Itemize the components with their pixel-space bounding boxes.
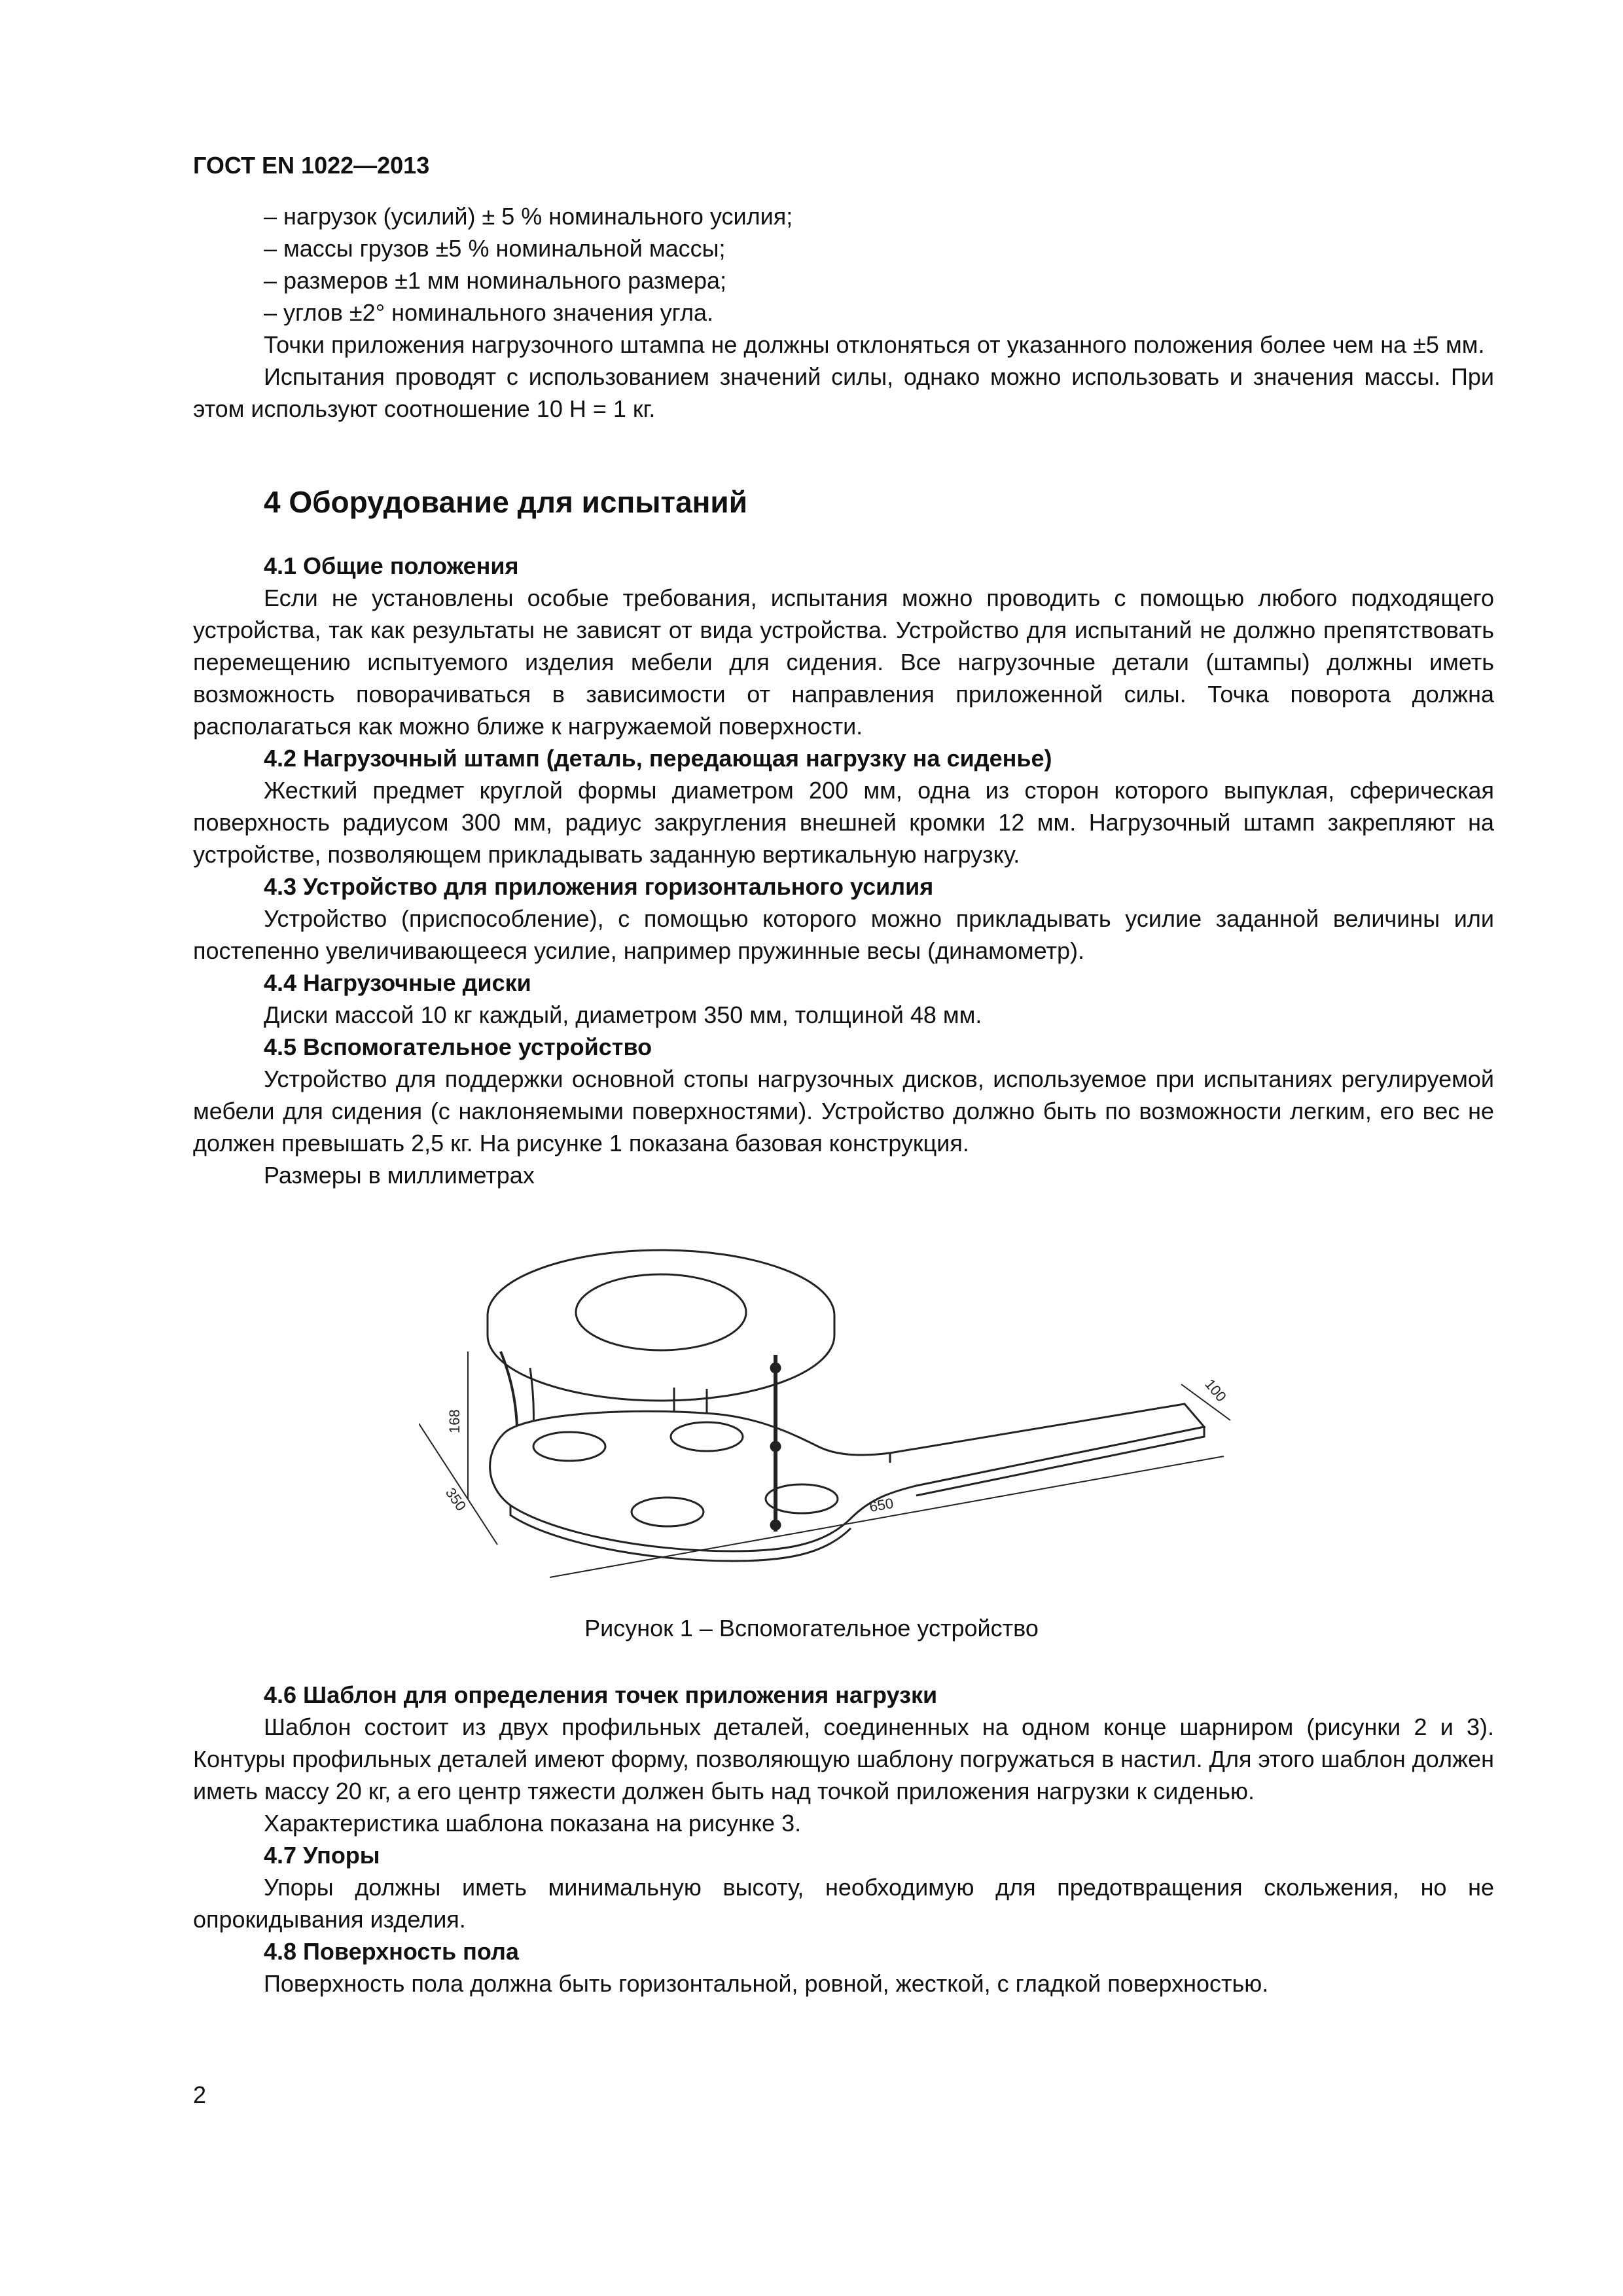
section-body-continued [193, 1679, 1494, 2000]
subsection-title: 4.3 Устройство для приложения горизонтального усилия [264, 873, 934, 900]
section-title: 4 Оборудование для испытаний [264, 485, 747, 519]
paragraph: Жесткий предмет круглой формы диаметром 200 мм, одна из сторон которого выпуклая, сферическая поверхность радиусом 300 мм, радиус закругления внешней кромки 12 мм. Нагрузочный штамп закрепляют на устройстве, позволяющем прикладывать заданную вертикальную нагрузку. [193, 777, 1494, 868]
subsection-title: 4.2 Нагрузочный штамп (деталь, передающая нагрузку на сиденье) [264, 745, 1052, 772]
page-number: 2 [193, 2081, 207, 2108]
rod-pin [771, 1520, 780, 1530]
subsection-title: 4.6 Шаблон для определения точек приложения нагрузки [264, 1681, 938, 1708]
tolerance-item: – нагрузок (усилий) ± 5 % номинального усилия; [264, 203, 793, 230]
paragraph: Устройство (приспособление), с помощью которого можно прикладывать усилие заданной величины или постепенно увеличивающееся усилие, например пружинные весы (динамометр). [193, 905, 1494, 964]
dim-label-width: 350 [442, 1484, 470, 1514]
subsection-title: 4.1 Общие положения [264, 552, 519, 579]
tolerance-item: – массы грузов ±5 % номинальной массы; [264, 235, 726, 262]
tolerance-item: – размеров ±1 мм номинального размера; [264, 267, 727, 294]
figure-caption: Рисунок 1 – Вспомогательное устройство [584, 1615, 1039, 1641]
document-header: ГОСТ EN 1022—2013 [193, 152, 430, 179]
rod-pin [771, 1363, 780, 1372]
section-body [193, 550, 1494, 1191]
paragraph: Если не установлены особые требования, испытания можно проводить с помощью любого подходящего устройства, так как результаты не зависят от вида устройства. Устройство для испытаний не должно препятствовать перемещению испытуемого изделия мебели для сидения. Все нагрузочные детали (штампы) должны иметь возможность поворачиваться в зависимости от направления приложенной силы. Точка поворота должна располагаться как можно ближе к нагружаемой поверхности. [193, 584, 1494, 740]
rod-pin [771, 1442, 780, 1451]
subsection-title: 4.5 Вспомогательное устройство [264, 1033, 652, 1060]
subsection-title: 4.7 Упоры [264, 1842, 380, 1869]
dim-line-width [419, 1424, 497, 1545]
paragraph: Поверхность пола должна быть горизонтальной, ровной, жесткой, с гладкой поверхностью. [264, 1970, 1269, 1997]
lower-plate [490, 1404, 1204, 1551]
dim-label-height: 168 [446, 1409, 463, 1433]
upper-ring-hole [576, 1274, 746, 1350]
figure-auxiliary-device [419, 1237, 1270, 1604]
tolerance-item: – углов ±2° номинального значения угла. [264, 299, 714, 326]
dim-label-length: 650 [868, 1494, 895, 1515]
paragraph: Устройство для поддержки основной стопы нагрузочных дисков, используемое при испытаниях регулируемой мебели для сидения (с наклоняемыми поверхностями). Устройство должно быть по возможности легким, его вес не должен превышать 2,5 кг. На рисунке 1 показана базовая конструкция. [193, 1066, 1494, 1157]
subsection-title: 4.4 Нагрузочные диски [264, 969, 531, 996]
paragraph: Испытания проводят с использованием значений силы, однако можно использовать и значения массы. При этом используют соотношение 10 Н = 1 кг. [193, 363, 1494, 422]
paragraph: Диски массой 10 кг каждый, диаметром 350 мм, толщиной 48 мм. [264, 1001, 982, 1028]
paragraph: Точки приложения нагрузочного штампа не должны отклоняться от указанного положения более чем на ±5 мм. [264, 331, 1485, 358]
paragraph: Упоры должны иметь минимальную высоту, необходимую для предотвращения скольжения, но не опрокидывания изделия. [193, 1874, 1494, 1933]
paragraph: Характеристика шаблона показана на рисунке 3. [264, 1810, 802, 1837]
dim-label-handle: 100 [1202, 1376, 1230, 1405]
units-note: Размеры в миллиметрах [264, 1162, 535, 1189]
paragraph: Шаблон состоит из двух профильных деталей, соединенных на одном конце шарниром (рисунки 2 и 3). Контуры профильных деталей имеют форму, позволяющую шаблону погружаться в настил. Для этого шаблон должен иметь массу 20 кг, а его центр тяжести должен быть над точкой приложения нагрузки к сиденью. [193, 1713, 1494, 1804]
tolerance-list [193, 200, 1494, 425]
subsection-title: 4.8 Поверхность пола [264, 1938, 519, 1965]
